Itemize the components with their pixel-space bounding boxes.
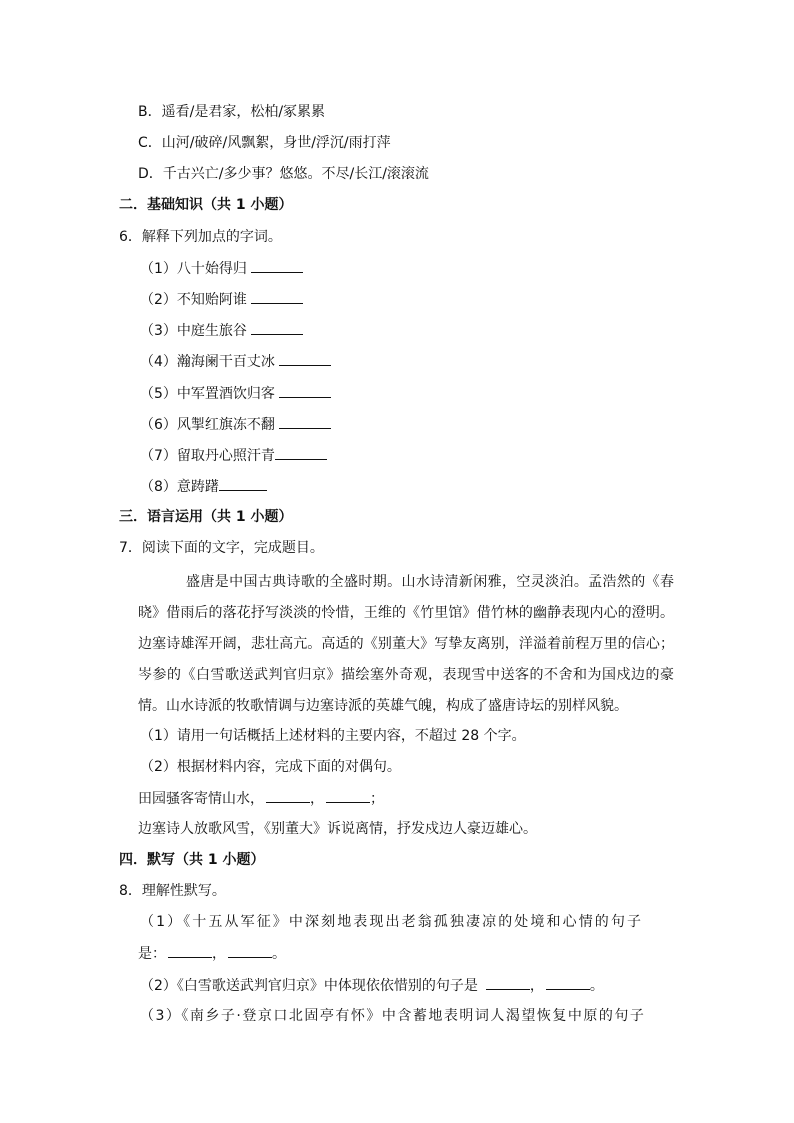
q6-stem: 6．解释下列加点的字词。 [119, 229, 282, 245]
q8-stem: 8．理解性默写。 [119, 883, 226, 899]
option-b: B．遥看/是君家，松柏/冢累累 [138, 104, 326, 120]
q7-passage: 盛唐是中国古典诗歌的全盛时期。山水诗清新闲雅，空灵淡泊。孟浩然的《春晓》借雨后的落花抒写淡淡的怜惜，王维的《竹里馆》借竹林的幽静表现内心的澄明。边塞诗雄浑开阔，悲壮高亢。高适的《别董大》写挚友离别，洋溢着前程万里的信心；岑参的《白雪歌送武判官归京》描绘塞外奇观，表现雪中送客的不舍和为国戍边的豪情。山水诗派的牧歌情调与边塞诗派的英雄气魄，构成了盛唐诗坛的别样风貌。 [138, 574, 674, 714]
q7-sub1: （1）请用一句话概括上述材料的主要内容，不超过 28 个字。 [140, 728, 526, 744]
answer-blank[interactable] [168, 944, 212, 958]
q8-sub3: （3）《南乡子·登京口北固亭有怀》中含蓄地表明词人渴望恢复中原的句子 [140, 1008, 646, 1024]
q6-item-7: （7）留取丹心照汗青 [140, 446, 327, 465]
answer-blank[interactable] [279, 415, 331, 429]
section-2-heading: 二．基础知识（共 1 小题） [119, 197, 293, 213]
q6-item-8: （8）意踌躇 [140, 477, 267, 496]
q8-sub2: （2）《白雪歌送武判官归京》中体现依依惜别的句子是 ， 。 [140, 978, 604, 994]
answer-blank[interactable] [251, 259, 303, 273]
answer-blank[interactable] [228, 944, 272, 958]
q8-sub1-line1: （1）《十五从军征》中深刻地表现出老翁孤独凄凉的处境和心情的句子 [140, 914, 644, 930]
answer-blank[interactable] [279, 352, 331, 366]
q6-item-1: （1）八十始得归 [140, 259, 303, 278]
answer-blank[interactable] [326, 789, 370, 803]
answer-blank[interactable] [219, 477, 267, 491]
section-3-heading: 三．语言运用（共 1 小题） [119, 509, 293, 525]
q6-item-5: （5）中军置酒饮归客 [140, 384, 331, 403]
q7-couplet-2: 边塞诗人放歌风雪，《别董大》诉说离情，抒发戍边人豪迈雄心。 [138, 821, 537, 837]
q8-sub1-line2: 是： ， 。 [138, 946, 286, 962]
answer-blank[interactable] [251, 290, 303, 304]
answer-blank[interactable] [279, 384, 331, 398]
q7-sub2: （2）根据材料内容，完成下面的对偶句。 [140, 759, 401, 775]
q6-item-6: （6）风掣红旗冻不翻 [140, 415, 331, 434]
q6-item-3: （3）中庭生旅谷 [140, 321, 303, 340]
answer-blank[interactable] [546, 976, 590, 990]
answer-blank[interactable] [251, 321, 303, 335]
q6-item-4: （4）瀚海阑干百丈冰 [140, 352, 331, 371]
answer-blank[interactable] [486, 976, 530, 990]
q6-item-2: （2）不知贻阿谁 [140, 290, 303, 309]
option-d: D．千古兴亡/多少事？悠悠。不尽/长江/滚滚流 [138, 166, 429, 182]
answer-blank[interactable] [266, 789, 310, 803]
answer-blank[interactable] [275, 446, 327, 460]
option-c: C．山河/破碎/风飘絮，身世/浮沉/雨打萍 [138, 135, 391, 151]
q7-couplet-1: 田园骚客寄情山水， ， ； [138, 791, 384, 807]
section-4-heading: 四．默写（共 1 小题） [119, 852, 265, 868]
q7-stem: 7．阅读下面的文字，完成题目。 [119, 540, 324, 556]
